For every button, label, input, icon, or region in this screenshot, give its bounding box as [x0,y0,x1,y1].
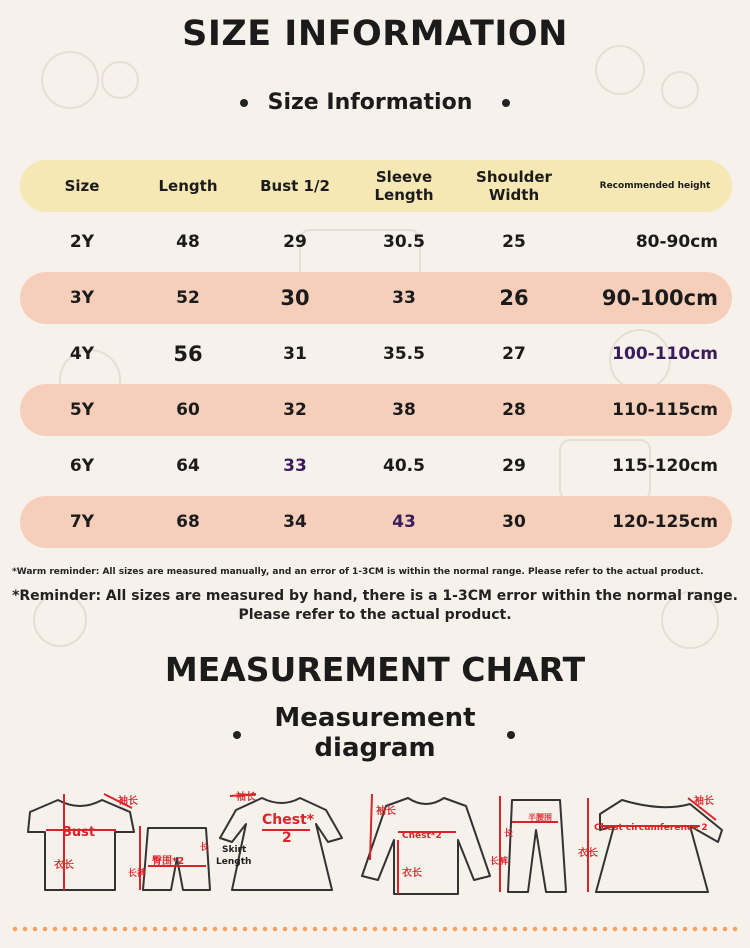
tshirt-icon [28,800,134,890]
cell-size: 6Y [69,455,95,476]
dress-skirt-label-2: Length [216,857,252,867]
subtitle-text: Size Information [267,90,473,115]
table-row [20,440,732,492]
cell-length: 56 [173,341,203,366]
measurement-chart-title: MEASUREMENT CHART [164,650,586,689]
section-subtitle [0,90,750,115]
table-header-row [20,160,732,212]
bullet-dot-icon [507,731,515,739]
cell-bust: 31 [283,343,307,364]
table-row [20,328,732,380]
cell-sleeve: 43 [392,511,416,532]
cell-length: 48 [176,231,200,252]
table-row [20,384,732,436]
pants-rise-label: 长 [504,829,514,839]
cell-sleeve: 35.5 [383,343,425,364]
cell-bust: 32 [283,399,307,420]
garment-illustrations [0,780,750,910]
cell-shoulder: 30 [502,511,526,532]
tshirt-bust-label: Bust [62,825,96,840]
cell-size: 4Y [69,343,95,364]
cell-shoulder: 26 [499,285,529,310]
bullet-dot-icon [240,99,248,107]
diagram-label-line-1: Measurement [274,703,476,733]
cell-length: 60 [176,399,200,420]
cell-shoulder: 28 [502,399,526,420]
cell-size: 3Y [69,287,95,308]
longsleeve-chest-label: Chest*2 [402,831,442,841]
reminder-line-2: Please refer to the actual product. [238,607,512,623]
dotted-divider [10,926,740,932]
cell-bust: 34 [283,511,307,532]
bullet-dot-icon [233,731,241,739]
dress-chest-label-1: Chest* [262,812,315,828]
cell-sleeve: 38 [392,399,416,420]
shorts-length-label: 长裤 [128,869,147,879]
header-length: Length [158,177,218,195]
cell-height: 120-125cm [612,511,718,532]
cell-height: 100-110cm [612,343,718,364]
shorts-side-label: 长 [200,843,210,853]
diagram-label-line-2: diagram [314,733,436,763]
dress-sleeve-label: 袖长 [236,792,256,803]
cell-shoulder: 25 [502,231,526,252]
header-size: Size [64,177,100,195]
cell-shoulder: 29 [502,455,526,476]
tshirt-length-label: 衣长 [54,860,74,871]
dress-chest-label-2: 2 [282,830,292,846]
cell-sleeve: 33 [392,287,416,308]
cell-length: 64 [176,455,200,476]
cell-size: 5Y [69,399,95,420]
table-row [20,496,732,548]
bullet-dot-icon [502,99,510,107]
cell-sleeve: 40.5 [383,455,425,476]
cell-height: 110-115cm [612,399,718,420]
dress2-chest-label: Chest circumference 2 [594,823,708,833]
header-recommended-height: Recommended height [599,181,711,191]
page-title: SIZE INFORMATION [182,14,568,54]
dress2-sleeve-label: 袖长 [694,796,714,807]
cell-size: 2Y [69,231,95,252]
cell-height: 115-120cm [612,455,718,476]
cell-height: 80-90cm [635,231,718,252]
cell-bust: 29 [283,231,307,252]
dress-skirt-label-1: Skirt [222,845,247,855]
cell-shoulder: 27 [502,343,526,364]
cell-bust: 30 [280,285,310,310]
diagram-label [0,703,750,763]
cell-height: 90-100cm [601,285,718,310]
longsleeve-length-label: 衣长 [402,868,422,879]
table-row [20,272,732,324]
longsleeve-sleeve-label: 袖长 [376,806,396,817]
pants-waist-label: 半腰围 [528,813,552,822]
size-table [20,160,732,552]
shorts-hip-label: 臀围*2 [152,856,185,867]
header-shoulder-width: Shoulder Width [476,168,552,204]
cell-length: 52 [176,287,200,308]
cell-size: 7Y [69,511,95,532]
pants-length-label: 长裤 [490,857,509,867]
cell-sleeve: 30.5 [383,231,425,252]
header-bust: Bust 1/2 [260,177,330,195]
warm-reminder-text: *Warm reminder: All sizes are measured manually, and an error of 1-3CM is within the normal range. Please refer to the actual product. [12,567,704,577]
tshirt-sleeve-label: 袖长 [118,796,138,807]
reminder-text [0,587,750,625]
cell-length: 68 [176,511,200,532]
header-sleeve-length: Sleeve Length [374,168,434,204]
dress2-icon [596,800,722,892]
cell-bust: 33 [283,455,307,476]
reminder-line-1: *Reminder: All sizes are measured by hand, there is a 1-3CM error within the normal range. [12,588,738,604]
dress2-length-label: 衣长 [578,848,598,859]
table-row [20,216,732,268]
